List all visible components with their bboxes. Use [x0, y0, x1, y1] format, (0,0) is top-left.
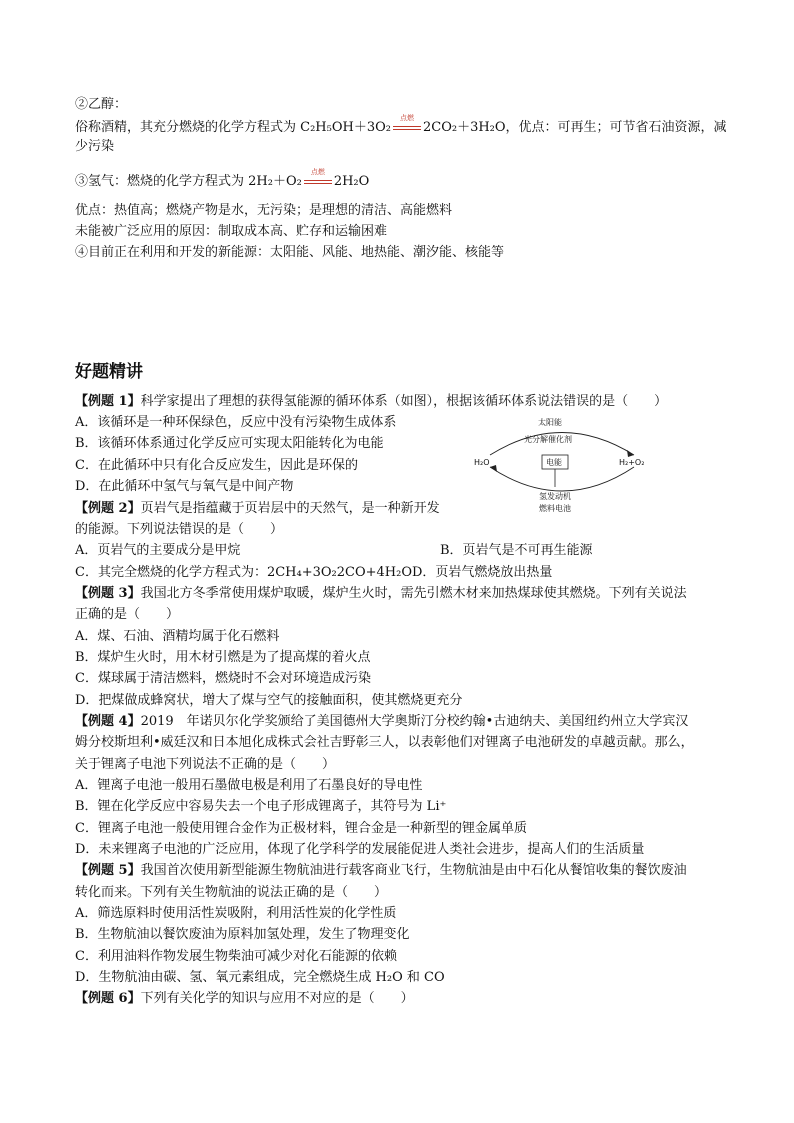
question-5-stem-line2: 转化而来。下列有关生物航油的说法正确的是（ ）	[75, 885, 388, 900]
question-2-option-a: A．页岩气的主要成分是甲烷	[75, 543, 241, 558]
question-1-option-b: B．该循环体系通过化学反应可实现太阳能转化为电能	[75, 436, 384, 451]
question-3-stem-line2: 正确的是（ ）	[75, 607, 180, 622]
question-5-option-d: D．生物航油由碳、氢、氧元素组成，完全燃烧生成 H₂O 和 CO	[75, 970, 445, 985]
reaction-condition-arrow: 点燃	[304, 171, 332, 187]
question-1-option-c: C．在此循环中只有化合反应发生，因此是环保的	[75, 458, 358, 473]
ethanol-line2: 少污染	[75, 139, 115, 154]
ethanol-equation-line: 俗称酒精，其充分燃烧的化学方程式为 C₂H₅OH＋3O₂ 点燃 2CO₂＋3H₂O，优点：可再生；可节省石油资源，减	[75, 114, 727, 135]
section-title: 好题精讲	[75, 362, 143, 382]
question-2-stem: 【例题 2】页岩气是指蕴藏于页岩层中的天然气，是一种新开发	[75, 501, 440, 516]
question-5-stem: 【例题 5】我国首次使用新型能源生物航油进行载客商业飞行，生物航油是由中石化从餐馆收集的餐饮废油	[75, 863, 687, 878]
diagram-label-engine: 氢发动机	[539, 492, 571, 501]
question-3-stem: 【例题 3】我国北方冬季常使用煤炉取暖，煤炉生火时，需先引燃木材来加热煤球使其燃烧。下列有关说法	[75, 586, 687, 601]
question-2-option-d: D．页岩气燃烧放出热量	[412, 565, 553, 580]
question-5-option-c: C．利用油料作物发展生物柴油可减少对化石能源的依赖	[75, 949, 397, 964]
question-4-stem-line3: 关于锂离子电池下列说法不正确的是（ ）	[75, 757, 336, 772]
diagram-label-solar: 太阳能	[538, 418, 562, 427]
reaction-condition-arrow: 点燃	[393, 117, 421, 133]
question-4-stem-line2: 姆分校斯坦利•威廷汉和日本旭化成株式会社吉野彰三人，以表彰他们对锂离子电池研发的卓越贡献。那么，	[75, 735, 694, 750]
question-4-option-b: B．锂在化学反应中容易失去一个电子形成锂离子，其符号为 Li⁺	[75, 799, 447, 814]
diagram-label-catalyst: 光分解催化剂	[524, 435, 572, 444]
diagram-label-h2o2: H₂+O₂	[619, 458, 645, 467]
question-4-stem: 【例题 4】2019 年诺贝尔化学奖颁给了美国德州大学奥斯汀分校约翰•古迪纳夫、美国纽约州立大学宾汉	[75, 714, 689, 729]
question-1-stem: 【例题 1】科学家提出了理想的获得氢能源的循环体系（如图），根据该循环体系说法错误的是（ ）	[75, 394, 668, 409]
question-1-option-d: D．在此循环中氢气与氧气是中间产物	[75, 479, 294, 494]
hydrogen-limitation: 未能被广泛应用的原因：制取成本高、贮存和运输困难	[75, 224, 388, 239]
question-5-option-b: B．生物航油以餐饮废油为原料加氢处理，发生了物理变化	[75, 927, 410, 942]
hydrogen-equation-line: ③氢气：燃烧的化学方程式为 2H₂＋O₂ 点燃 2H₂O	[75, 168, 370, 189]
diagram-label-electricity: 电能	[546, 458, 562, 467]
question-4-option-c: C．锂离子电池一般使用锂合金作为正极材料，锂合金是一种新型的锂金属单质	[75, 821, 527, 836]
question-4-option-a: A．锂离子电池一般用石墨做电极是利用了石墨良好的导电性	[75, 778, 423, 793]
diagram-label-water: H₂O	[474, 458, 490, 467]
cycle-arc-bottom	[490, 467, 634, 491]
question-4-option-d: D．未来锂离子电池的广泛应用，体现了化学科学的发展能促进人类社会进步，提高人们的生活质量	[75, 842, 645, 857]
question-3-option-d: D．把煤做成蜂窝状，增大了煤与空气的接触面积，使其燃烧更充分	[75, 693, 463, 708]
question-3-option-a: A．煤、石油、酒精均属于化石燃料	[75, 629, 280, 644]
question-1-option-a: A．该循环是一种环保绿色，反应中没有污染物生成体系	[75, 415, 397, 430]
question-6-stem: 【例题 6】下列有关化学的知识与应用不对应的是（ ）	[75, 991, 414, 1006]
question-2-option-b: B．页岩气是不可再生能源	[440, 543, 593, 558]
hydrogen-advantages: 优点：热值高；燃烧产物是水，无污染；是理想的清洁、高能燃料	[75, 203, 453, 218]
diagram-label-fuelcell: 燃料电池	[539, 504, 571, 513]
question-2-option-c: C．其完全燃烧的化学方程式为：2CH₄+3O₂2CO+4H₂O	[75, 565, 412, 580]
question-3-option-b: B．煤炉生火时，用木材引燃是为了提高煤的着火点	[75, 650, 371, 665]
question-2-stem-line2: 的能源。下列说法错误的是（ ）	[75, 522, 284, 537]
new-energy-list: ④目前正在利用和开发的新能源：太阳能、风能、地热能、潮汐能、核能等	[75, 245, 505, 260]
question-3-option-c: C．煤球属于清洁燃料，燃烧时不会对环境造成污染	[75, 671, 371, 686]
hydrogen-cycle-diagram	[472, 415, 652, 515]
ethanol-title: ②乙醇：	[75, 97, 128, 112]
question-5-option-a: A．筛选原料时使用活性炭吸附，利用活性炭的化学性质	[75, 906, 397, 921]
